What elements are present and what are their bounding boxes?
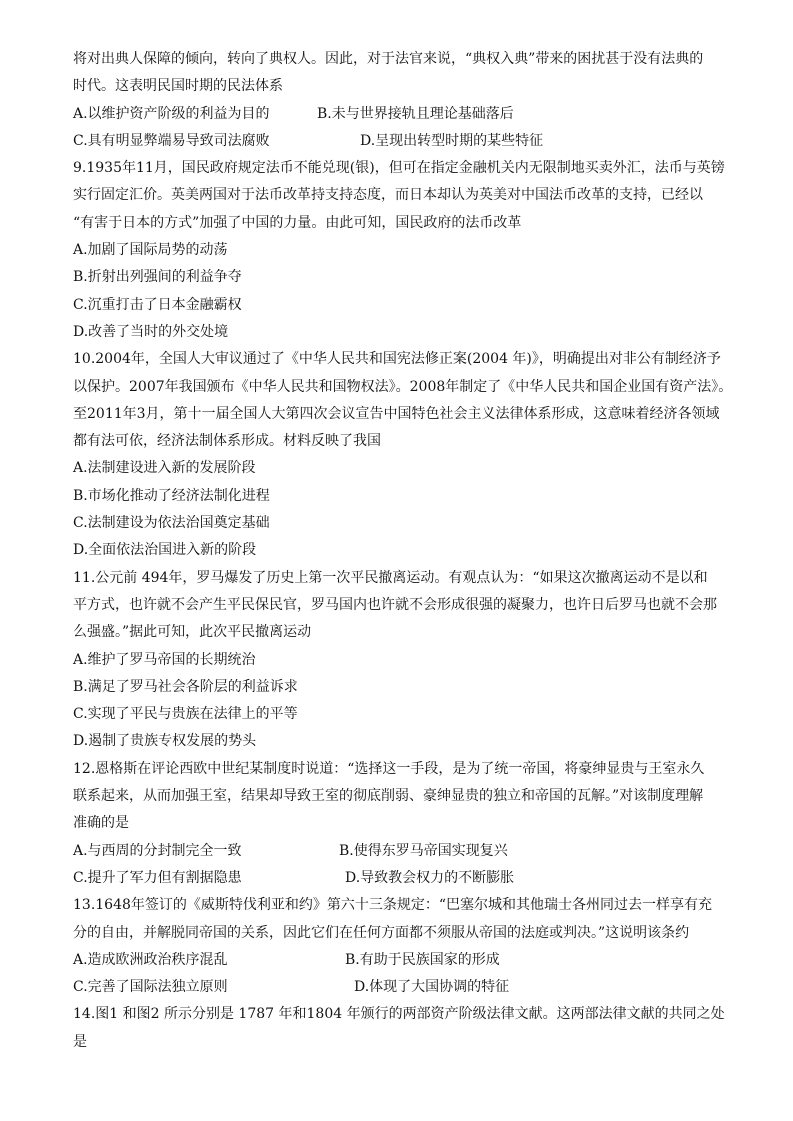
option-c: C.具有明显弊端易导致司法腐败 (73, 132, 270, 149)
question-text-line: “有害于日本的方式”加强了中国的力量。由此可知，国民政府的法币改革 (73, 214, 522, 231)
option-row (73, 947, 733, 974)
option-a: A.法制建设进入新的发展阶段 (73, 460, 256, 477)
option-c: C.沉重打击了日本金融霸权 (73, 296, 242, 313)
option-c: C.实现了平民与贵族在法律上的平等 (73, 706, 298, 723)
question-text-line: 13.1648年签订的《威斯特伐利亚和约》第六十三条规定：“巴塞尔城和其他瑞士各州同过去一样享有充 (73, 897, 713, 914)
question-text-line: 以保护。2007年我国颁布《中华人民共和国物权法》。2008年制定了《中华人民共和国企业国有资产法》。 (73, 378, 733, 395)
option-d: D.改善了当时的外交处境 (73, 323, 229, 340)
question-text-line: 11.公元前 494年，罗马爆发了历史上第一次平民撤离运动。有观点认为：“如果这次撤离运动不是以和 (73, 569, 708, 586)
option-d: D.遏制了贵族专权发展的势头 (73, 733, 257, 750)
question-text-line: 14.图1 和图2 所示分别是 1787 年和1804 年颁行的两部资产阶级法律文献。这两部法律文献的共同之处 (73, 1006, 725, 1023)
option-c: C.提升了军力但有割据隐患 (73, 869, 242, 886)
option-row (73, 865, 733, 892)
question-9 (73, 155, 733, 346)
option-row (73, 838, 733, 865)
option-a: A.与西周的分封制完全一致 (73, 842, 242, 859)
option-a: A.加剧了国际局势的动荡 (73, 242, 228, 259)
question-text-line: 10.2004年，全国人大审议通过了《中华人民共和国宪法修正案(2004 年)》，明确提出对非公有制经济予 (73, 351, 721, 368)
option-a: A.以维护资产阶级的利益为目的 (73, 105, 270, 122)
option-row (73, 101, 733, 128)
question-text-line: 平方式，也许就不会产生平民保民官，罗马国内也许就不会形成很强的凝聚力，也许日后罗马也就不会那 (73, 596, 717, 613)
exam-page (73, 46, 733, 1056)
option-d: D.呈现出转型时期的某些特征 (360, 132, 544, 149)
option-b: B.满足了罗马社会各阶层的利益诉求 (73, 678, 298, 695)
question-text-line: 是 (73, 1033, 87, 1050)
option-row (73, 128, 733, 155)
option-b: B.折射出列强间的利益争夺 (73, 269, 242, 286)
question-text-line: 至2011年3月，第十一届全国人大第四次会议宣告中国特色社会主义法律体系形成，这意味着经济各领域 (73, 405, 720, 422)
question-text-line: 12.恩格斯在评论西欧中世纪某制度时说道：“选择这一手段，是为了统一帝国，将豪绅显贵与王室永久 (73, 760, 705, 777)
question-text-line: 分的自由，并解脱同帝国的关系，因此它们在任何方面都不须服从帝国的法庭或判决。”这说明该条约 (73, 924, 690, 941)
option-b: B.有助于民族国家的形成 (345, 951, 500, 968)
question-text-line: 9.1935年11月，国民政府规定法币不能兑现(银)，但可在指定金融机关内无限制地买卖外汇，法币与英镑 (73, 160, 725, 177)
question-text-line: 么强盛。”据此可知，此次平民撤离运动 (73, 624, 312, 641)
option-b: B.未与世界接轨且理论基础落后 (317, 105, 514, 122)
option-row (73, 974, 733, 1001)
question-10 (73, 346, 733, 564)
question-8-continued (73, 46, 733, 155)
option-b: B.使得东罗马帝国实现复兴 (339, 842, 508, 859)
question-14 (73, 1001, 733, 1056)
option-d: D.体现了大国协调的特征 (354, 979, 510, 996)
option-a: A.维护了罗马帝国的长期统治 (73, 651, 256, 668)
question-text-line: 时代。这表明民国时期的民法体系 (73, 78, 283, 95)
question-13 (73, 892, 733, 1001)
question-12 (73, 756, 733, 892)
question-text-line: 联系起来，从而加强王室，结果却导致王室的彻底削弱、豪绅显贵的独立和帝国的瓦解。”对该制度理解 (73, 788, 704, 805)
question-text-line: 准确的是 (73, 815, 129, 832)
option-b: B.市场化推动了经济法制化进程 (73, 487, 270, 504)
option-a: A.造成欧洲政治秩序混乱 (73, 951, 228, 968)
option-d: D.全面依法治国进入新的阶段 (73, 542, 257, 559)
question-text-line: 都有法可依，经济法制体系形成。材料反映了我国 (73, 433, 381, 450)
option-c: C.完善了国际法独立原则 (73, 979, 228, 996)
option-d: D.导致教会权力的不断膨胀 (345, 869, 515, 886)
option-c: C.法制建设为依法治国奠定基础 (73, 515, 270, 532)
question-text-line: 实行固定汇价。英美两国对于法币改革持支持态度，而日本却认为英美对中国法币改革的支持，已经以 (73, 187, 703, 204)
question-11 (73, 565, 733, 756)
question-text-line: 将对出典人保障的倾向，转向了典权人。因此，对于法官来说，“典权入典”带来的困扰甚于没有法典的 (73, 51, 704, 67)
